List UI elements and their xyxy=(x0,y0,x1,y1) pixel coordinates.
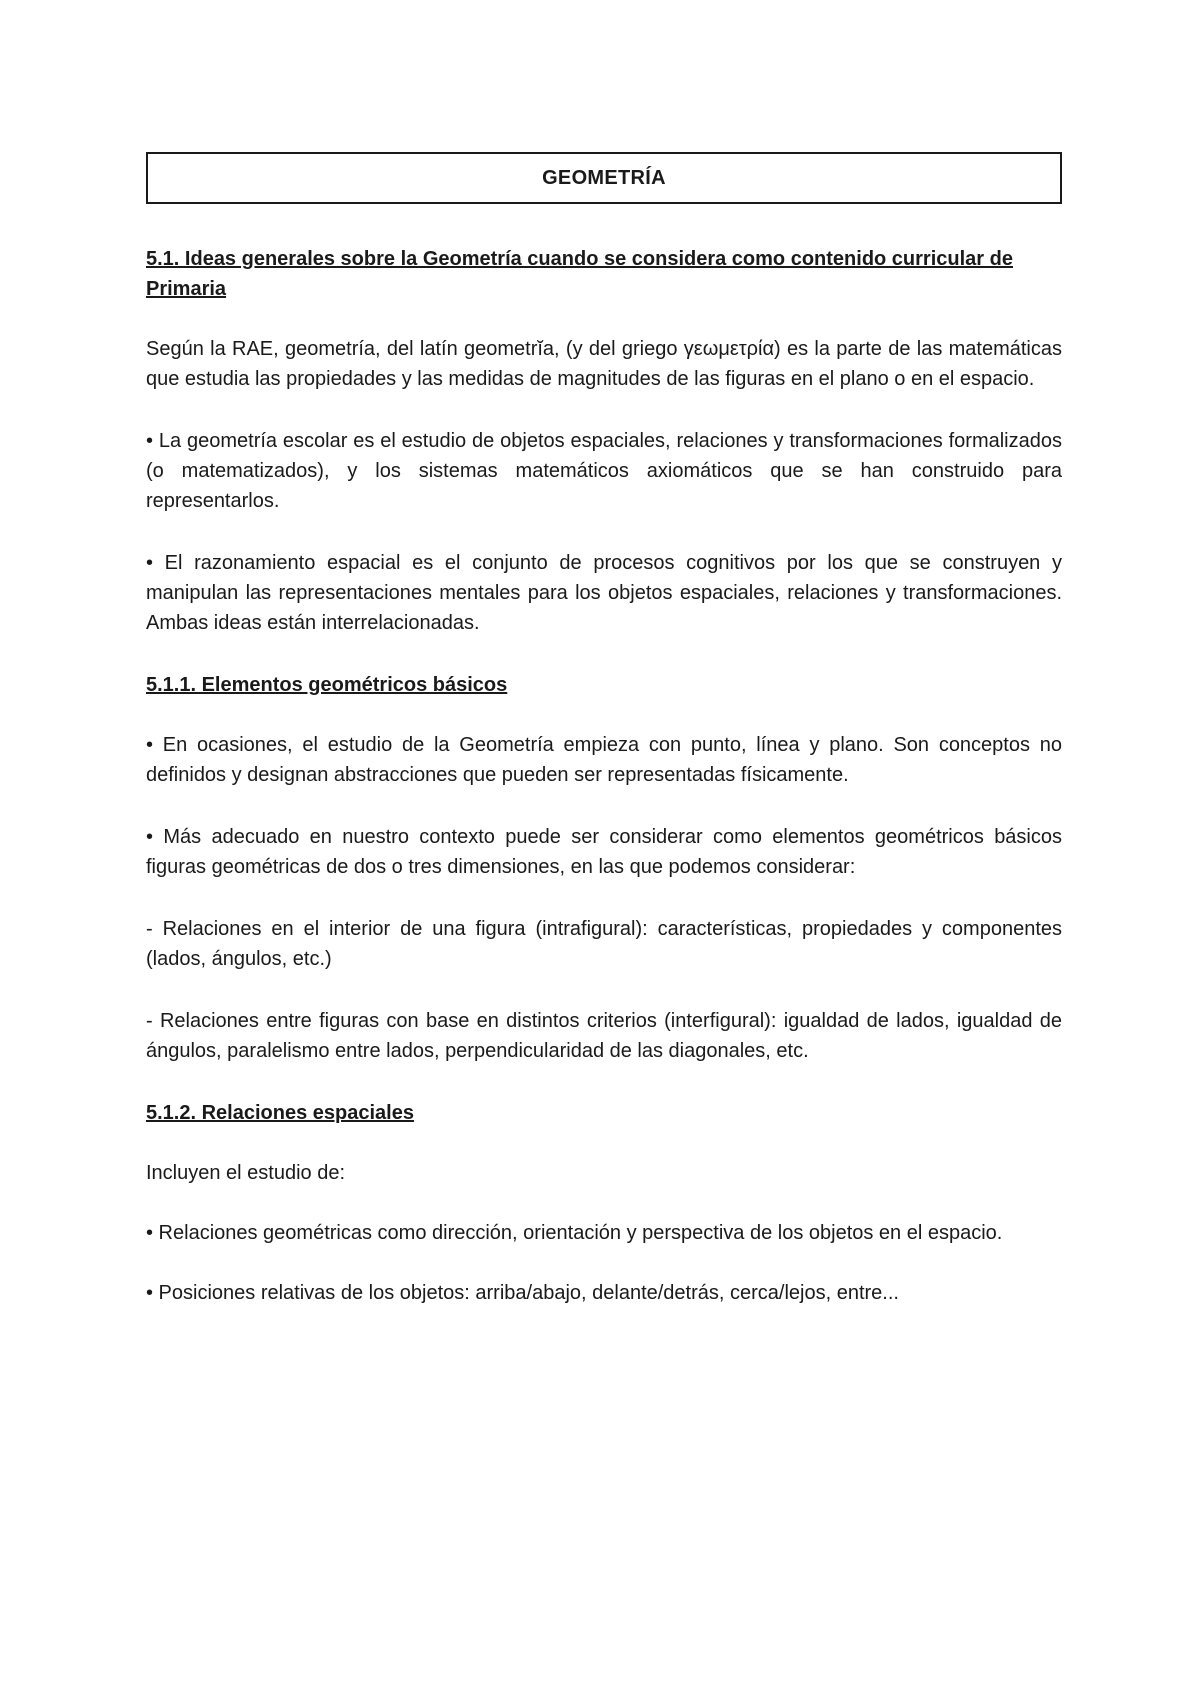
paragraph-posiciones-relativas: • Posiciones relativas de los objetos: arriba/abajo, delante/detrás, cerca/lejos, entre... xyxy=(146,1282,899,1304)
paragraph-geometria-escolar: • La geometría escolar es el estudio de objetos espaciales, relaciones y transformaciones formalizados (o matematizados), y los sistemas matemáticos axiomáticos que se han construido para representarlos. xyxy=(146,430,1062,512)
section-heading-5-1-2: 5.1.2. Relaciones espaciales xyxy=(146,1102,414,1124)
section-heading-5-1-1: 5.1.1. Elementos geométricos básicos xyxy=(146,674,508,696)
paragraph-razonamiento-espacial: • El razonamiento espacial es el conjunto de procesos cognitivos por los que se construyen y manipulan las representaciones mentales para los objetos espaciales, relaciones y transformaciones. Ambas ideas están interrelacionadas. xyxy=(146,552,1062,634)
paragraph-relaciones-geometricas: • Relaciones geométricas como dirección, orientación y perspectiva de los objetos en el espacio. xyxy=(146,1222,1003,1244)
section-heading-5-1: 5.1. Ideas generales sobre la Geometría cuando se considera como contenido curricular de Primaria xyxy=(146,248,1013,300)
document-title: GEOMETRÍA xyxy=(146,152,1062,204)
paragraph-rae-definition: Según la RAE, geometría, del latín geometrĭa, (y del griego γεωμετρία) es la parte de las matemáticas que estudia las propiedades y las medidas de magnitudes de las figuras en el plano o en el espacio. xyxy=(146,338,1062,390)
paragraph-interfigural: - Relaciones entre figuras con base en distintos criterios (interfigural): igualdad de lados, igualdad de ángulos, paralelismo entre lados, perpendicularidad de las diagonales, etc. xyxy=(146,1010,1062,1062)
paragraph-intrafigural: - Relaciones en el interior de una figura (intrafigural): características, propiedades y componentes (lados, ángulos, etc.) xyxy=(146,918,1062,970)
paragraph-elementos-basicos: • Más adecuado en nuestro contexto puede ser considerar como elementos geométricos básicos figuras geométricas de dos o tres dimensiones, en las que podemos considerar: xyxy=(146,826,1062,878)
paragraph-incluyen: Incluyen el estudio de: xyxy=(146,1162,346,1184)
paragraph-punto-linea-plano: • En ocasiones, el estudio de la Geometría empieza con punto, línea y plano. Son conceptos no definidos y designan abstracciones que pueden ser representadas físicamente. xyxy=(146,734,1062,786)
